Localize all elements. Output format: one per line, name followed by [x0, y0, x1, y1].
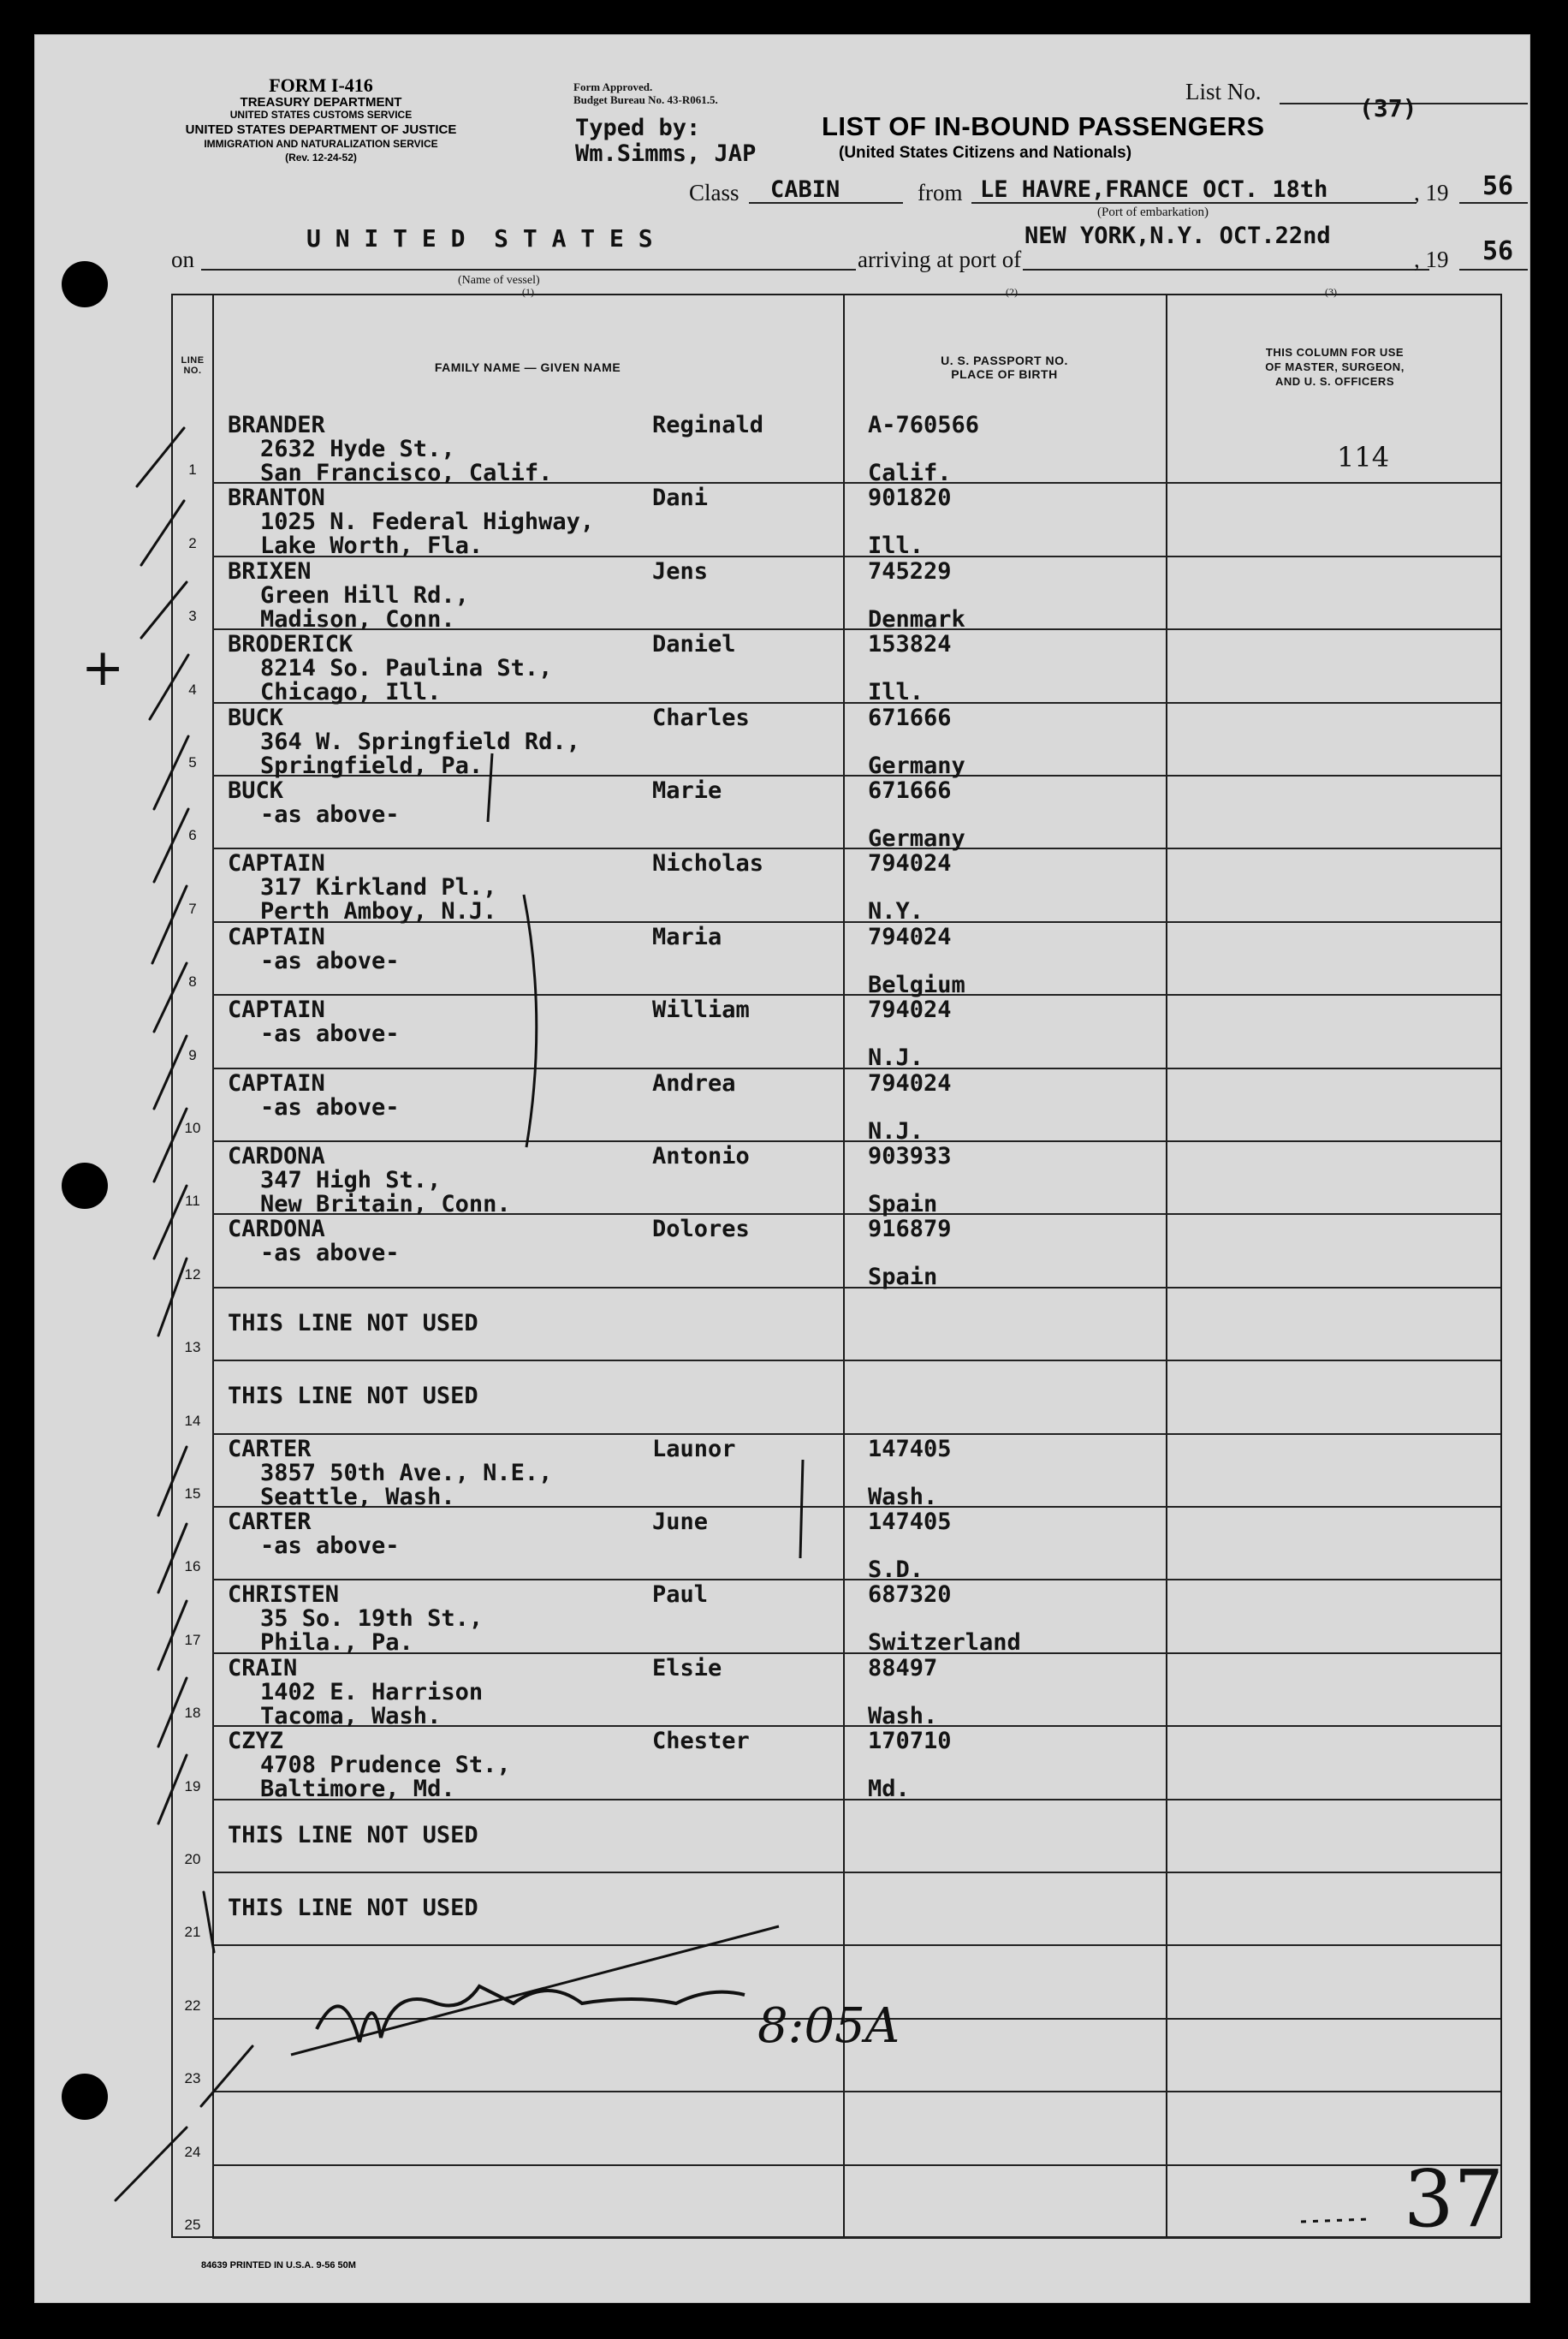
address-line-1: 347 High St.,: [260, 1167, 442, 1193]
family-name: CHRISTEN: [228, 1581, 340, 1609]
family-name: CAPTAIN: [228, 923, 325, 950]
place-of-birth: Switzerland: [868, 1629, 1021, 1657]
line-number: 15: [184, 1485, 201, 1502]
place-of-birth: Germany: [868, 752, 965, 779]
class-label: Class: [689, 180, 739, 205]
given-name: Chester: [652, 1728, 750, 1755]
passport-number: 153824: [868, 631, 952, 658]
line-number: 1: [188, 461, 197, 479]
cross-mark: +: [81, 638, 125, 698]
address-line-2: New Britain, Conn.: [260, 1191, 511, 1217]
line-number: 25: [184, 2216, 201, 2233]
address-line-1: 317 Kirkland Pl.,: [260, 874, 497, 902]
from-value: LE HAVRE,FRANCE OCT. 18th: [980, 176, 1328, 203]
line-number: 10: [184, 1119, 201, 1136]
line-number: 8: [188, 973, 197, 991]
place-of-birth: Germany: [868, 825, 965, 852]
given-name: Reginald: [652, 412, 764, 438]
passenger-manifest-page: [34, 34, 1530, 2303]
justice-department: UNITED STATES DEPARTMENT OF JUSTICE: [185, 122, 457, 137]
address-line-1: -as above-: [260, 1240, 400, 1267]
family-name: BUCK: [228, 777, 284, 804]
place-of-birth: Spain: [868, 1264, 938, 1291]
given-name: Charles: [652, 704, 750, 731]
passport-number: 794024: [868, 850, 952, 878]
family-name: CARTER: [228, 1509, 312, 1535]
passport-number: 901820: [868, 485, 952, 512]
year-prefix-1: , 19: [1414, 180, 1449, 205]
line-number: 11: [185, 1193, 200, 1210]
brace-lines: [488, 753, 803, 1558]
family-name: THIS LINE NOT USED: [228, 1383, 478, 1410]
typed-by-name: Wm.Simms, JAP: [575, 140, 757, 167]
place-of-birth: N.Y.: [868, 898, 924, 925]
address-line-1: 1025 N. Federal Highway,: [260, 509, 595, 536]
place-of-birth: Denmark: [868, 605, 965, 633]
address-line-1: 8214 So. Paulina St.,: [260, 655, 553, 682]
place-of-birth: N.J.: [868, 1045, 924, 1072]
line-number: 6: [188, 827, 197, 844]
form-title: LIST OF IN-BOUND PASSENGERS: [822, 111, 1265, 141]
family-name: BRANDER: [228, 412, 325, 438]
list-number: (37): [1359, 94, 1417, 122]
address-line-1: 4708 Prudence St.,: [260, 1752, 511, 1779]
signature: [291, 1926, 779, 2055]
given-name: Andrea: [652, 1069, 736, 1097]
place-of-birth: S.D.: [868, 1556, 924, 1583]
family-name: CARDONA: [228, 1143, 325, 1170]
family-name: CZYZ: [228, 1728, 284, 1755]
address-line-1: 3857 50th Ave., N.E.,: [260, 1459, 553, 1486]
col-header-officers-l3: AND U. S. OFFICERS: [1274, 375, 1394, 388]
port-embarkation-caption: (Port of embarkation): [1097, 205, 1209, 219]
treasury-department: TREASURY DEPARTMENT: [240, 95, 402, 110]
address-line-1: -as above-: [260, 1021, 400, 1048]
col-header-birthplace: PLACE OF BIRTH: [951, 367, 1058, 381]
officer-note: 114: [1337, 441, 1390, 473]
handwriting-layer: [34, 34, 1530, 2303]
given-name: June: [652, 1509, 709, 1535]
passport-number: 671666: [868, 777, 952, 804]
address-line-2: Seattle, Wash.: [260, 1483, 455, 1510]
form-approved: Form Approved.: [573, 80, 653, 93]
place-of-birth: Md.: [868, 1776, 910, 1803]
col-header-officers-l2: OF MASTER, SURGEON,: [1265, 360, 1405, 373]
place-of-birth: N.J.: [868, 1117, 924, 1145]
given-name: William: [652, 997, 750, 1024]
address-line-2: Lake Worth, Fla.: [260, 533, 484, 560]
passport-number: A-760566: [868, 412, 980, 438]
family-name: BRANTON: [228, 485, 325, 512]
given-name: Dani: [652, 485, 709, 512]
line-number: 24: [184, 2143, 201, 2160]
page-mark: 37: [1404, 2153, 1505, 2245]
vessel-caption: (Name of vessel): [458, 274, 540, 287]
col2-number: (2): [1006, 286, 1018, 298]
margin-check-marks: [116, 428, 252, 2200]
address-line-2: Perth Amboy, N.J.: [260, 898, 497, 925]
form-number: FORM I-416: [269, 74, 373, 96]
class-value: CABIN: [770, 176, 840, 203]
family-name: BUCK: [228, 704, 284, 731]
family-name: BRODERICK: [228, 631, 353, 658]
address-line-2: Madison, Conn.: [260, 605, 455, 633]
passport-number: 687320: [868, 1581, 952, 1609]
address-line-1: -as above-: [260, 947, 400, 974]
given-name: Dolores: [652, 1216, 750, 1243]
passport-number: 170710: [868, 1728, 952, 1755]
form-revision: (Rev. 12-24-52): [285, 152, 357, 164]
address-line-1: 364 W. Springfield Rd.,: [260, 728, 580, 755]
col-header-officers-l1: THIS COLUMN FOR USE: [1265, 346, 1405, 359]
address-line-2: San Francisco, Calif.: [260, 460, 553, 486]
signature-time: 8:05A: [757, 1998, 900, 2054]
on-label: on: [171, 247, 194, 272]
given-name: Elsie: [652, 1654, 722, 1681]
list-no-label: List No.: [1185, 79, 1262, 104]
place-of-birth: Calif.: [868, 460, 952, 486]
typed-by-label: Typed by:: [575, 115, 701, 141]
family-name: THIS LINE NOT USED: [228, 1895, 478, 1921]
line-number: 23: [184, 2070, 201, 2087]
address-line-1: 1402 E. Harrison: [260, 1678, 484, 1705]
line-number: 12: [184, 1265, 201, 1283]
line-number: 9: [188, 1046, 197, 1063]
passport-number: 88497: [868, 1654, 938, 1681]
line-number: 22: [184, 1997, 201, 2014]
line-number: 17: [184, 1631, 201, 1648]
line-number: 20: [184, 1850, 201, 1867]
family-name: BRIXEN: [228, 557, 312, 585]
address-line-1: -as above-: [260, 1533, 400, 1559]
given-name: Paul: [652, 1581, 709, 1609]
vessel-name: U N I T E D S T A T E S: [306, 224, 653, 253]
col-header-name: FAMILY NAME — GIVEN NAME: [434, 360, 621, 374]
year-prefix-2: , 19: [1414, 247, 1449, 272]
address-line-2: Phila., Pa.: [260, 1629, 413, 1657]
passport-number: 794024: [868, 923, 952, 950]
passport-number: 794024: [868, 997, 952, 1024]
given-name: Marie: [652, 777, 722, 804]
line-number: 18: [184, 1705, 201, 1722]
line-number: 19: [184, 1777, 201, 1794]
address-line-2: Springfield, Pa.: [260, 752, 484, 779]
family-name: CARDONA: [228, 1216, 325, 1243]
page-mark-dots: [1301, 2219, 1369, 2222]
family-name: CAPTAIN: [228, 850, 325, 878]
place-of-birth: Wash.: [868, 1483, 938, 1510]
line-number: 7: [188, 900, 197, 917]
arriving-label: arriving at port of: [858, 247, 1022, 272]
print-footer: 84639 PRINTED IN U.S.A. 9-56 50M: [201, 2260, 356, 2271]
immigration-service: IMMIGRATION AND NATURALIZATION SERVICE: [204, 138, 438, 150]
passport-number: 671666: [868, 704, 952, 731]
address-line-2: Baltimore, Md.: [260, 1776, 455, 1803]
line-number: 21: [184, 1924, 201, 1941]
passport-number: 916879: [868, 1216, 952, 1243]
address-line-1: 35 So. 19th St.,: [260, 1605, 484, 1633]
col-header-passport-no: U. S. PASSPORT NO.: [941, 354, 1068, 367]
line-number: 16: [184, 1558, 201, 1575]
form-subtitle: (United States Citizens and Nationals): [839, 144, 1132, 162]
year-1: 56: [1482, 171, 1514, 201]
family-name: CAPTAIN: [228, 997, 325, 1024]
place-of-birth: Ill.: [868, 679, 924, 706]
place-of-birth: Ill.: [868, 533, 924, 560]
passport-number: 794024: [868, 1069, 952, 1097]
year-2: 56: [1482, 236, 1514, 266]
given-name: Jens: [652, 557, 709, 585]
given-name: Maria: [652, 923, 722, 950]
address-line-1: Green Hill Rd.,: [260, 581, 469, 609]
family-name: THIS LINE NOT USED: [228, 1821, 478, 1848]
passport-number: 903933: [868, 1143, 952, 1170]
passport-number: 745229: [868, 557, 952, 585]
address-line-1: -as above-: [260, 801, 400, 828]
col1-number: (1): [522, 286, 534, 298]
passport-number: 147405: [868, 1509, 952, 1535]
line-number: 2: [188, 534, 197, 551]
family-name: CAPTAIN: [228, 1069, 325, 1097]
given-name: Nicholas: [652, 850, 764, 878]
family-name: CRAIN: [228, 1654, 298, 1681]
address-line-1: -as above-: [260, 1093, 400, 1121]
from-label: from: [918, 180, 963, 205]
passport-number: 147405: [868, 1435, 952, 1462]
customs-service: UNITED STATES CUSTOMS SERVICE: [229, 109, 413, 121]
col-header-line-no: LINE NO.: [181, 355, 205, 376]
col3-number: (3): [1325, 286, 1337, 298]
given-name: Launor: [652, 1435, 736, 1462]
address-line-2: Tacoma, Wash.: [260, 1702, 442, 1729]
line-number: 5: [188, 753, 197, 771]
given-name: Antonio: [652, 1143, 750, 1170]
line-number: 14: [184, 1412, 201, 1429]
address-line-2: Chicago, Ill.: [260, 679, 442, 706]
place-of-birth: Belgium: [868, 971, 965, 998]
address-line-1: 2632 Hyde St.,: [260, 436, 455, 462]
family-name: CARTER: [228, 1435, 312, 1462]
family-name: THIS LINE NOT USED: [228, 1309, 478, 1336]
place-of-birth: Spain: [868, 1191, 938, 1217]
given-name: Daniel: [652, 631, 736, 658]
arriving-value: NEW YORK,N.Y. OCT.22nd: [1025, 223, 1331, 249]
line-number: 13: [184, 1339, 201, 1356]
line-number: 3: [188, 608, 197, 625]
line-number: 4: [188, 681, 197, 698]
place-of-birth: Wash.: [868, 1702, 938, 1729]
budget-bureau: Budget Bureau No. 43-R061.5.: [573, 93, 718, 106]
